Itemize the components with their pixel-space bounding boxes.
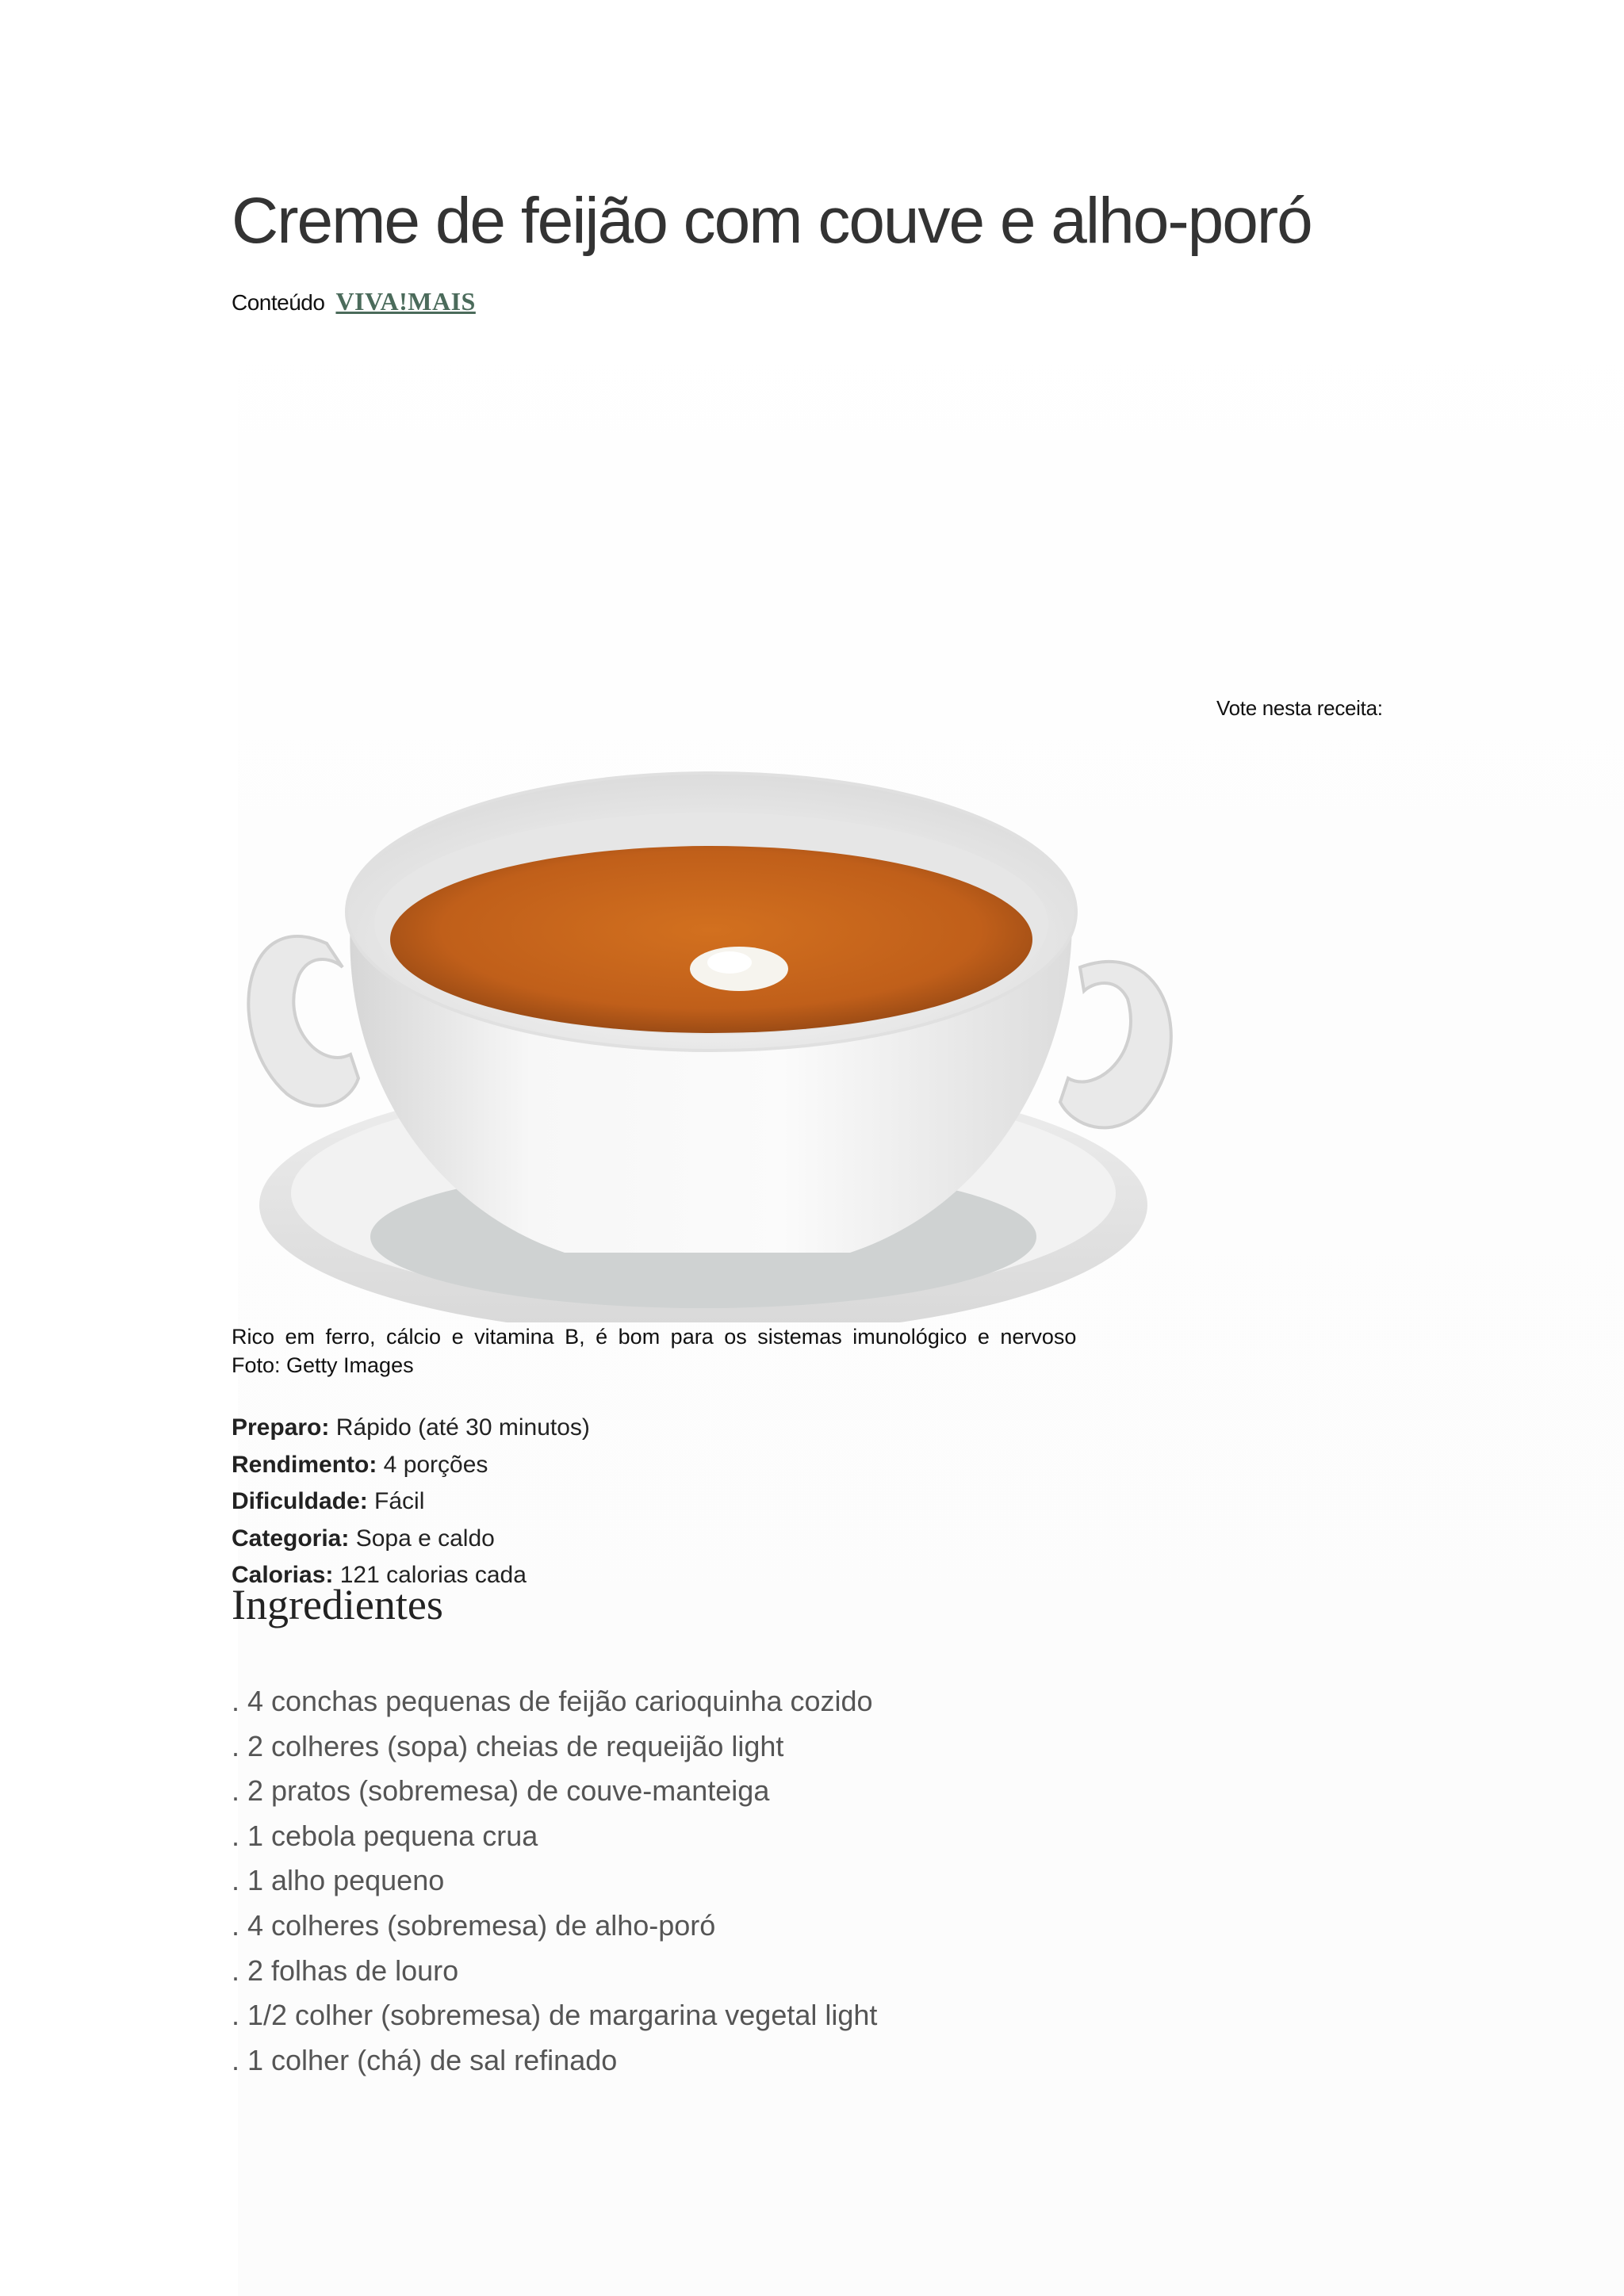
content-source xyxy=(232,287,476,316)
detail-row xyxy=(232,1521,590,1558)
ingredient-item: . 1 cebola pequena crua xyxy=(232,1819,538,1852)
ingredient-item: . 1 alho pequeno xyxy=(232,1864,445,1897)
detail-value: Sopa e caldo xyxy=(355,1525,495,1552)
source-label: Conteúdo xyxy=(232,290,325,315)
soup-bowl-photo xyxy=(232,761,1199,1322)
detail-row xyxy=(232,1447,590,1484)
detail-label: Preparo: xyxy=(232,1414,330,1441)
ingredients-heading: Ingredientes xyxy=(232,1581,443,1628)
ingredient-item: . 1 colher (chá) de sal refinado xyxy=(232,2043,618,2076)
ingredient-item: . 1/2 colher (sobremesa) de margarina vegetal light xyxy=(232,1999,878,2032)
page-title: Creme de feijão com couve e alho-poró xyxy=(232,185,1312,257)
ingredients-list xyxy=(232,1679,877,2083)
detail-value: 121 calorias cada xyxy=(339,1562,527,1588)
recipe-details xyxy=(232,1410,590,1594)
vote-label: Vote nesta receita: xyxy=(1216,696,1383,720)
ingredient-item: . 4 colheres (sobremesa) de alho-poró xyxy=(232,1908,716,1942)
detail-label: Categoria: xyxy=(232,1525,350,1552)
ingredient-item: . 2 colheres (sopa) cheias de requeijão light xyxy=(232,1729,784,1762)
detail-label: Rendimento: xyxy=(232,1451,377,1478)
detail-value: Fácil xyxy=(374,1488,425,1514)
photo-caption xyxy=(232,1322,1080,1380)
detail-row xyxy=(232,1410,590,1447)
detail-value: 4 porções xyxy=(383,1451,488,1478)
source-link[interactable]: VIVA!MAIS xyxy=(335,287,476,316)
detail-value: Rápido (até 30 minutos) xyxy=(335,1414,590,1441)
caption-text: Rico em ferro, cálcio e vitamina B, é bom para os sistemas imunológico e nervoso xyxy=(232,1325,1077,1349)
photo-credit: Foto: Getty Images xyxy=(232,1353,414,1377)
detail-row xyxy=(232,1483,590,1521)
detail-label: Dificuldade: xyxy=(232,1488,368,1514)
ingredient-item: . 4 conchas pequenas de feijão carioquinha cozido xyxy=(232,1685,873,1717)
ingredient-item: . 2 folhas de louro xyxy=(232,1954,459,1987)
detail-label: Calorias: xyxy=(232,1562,334,1588)
ingredient-item: . 2 pratos (sobremesa) de couve-manteiga xyxy=(232,1774,770,1808)
